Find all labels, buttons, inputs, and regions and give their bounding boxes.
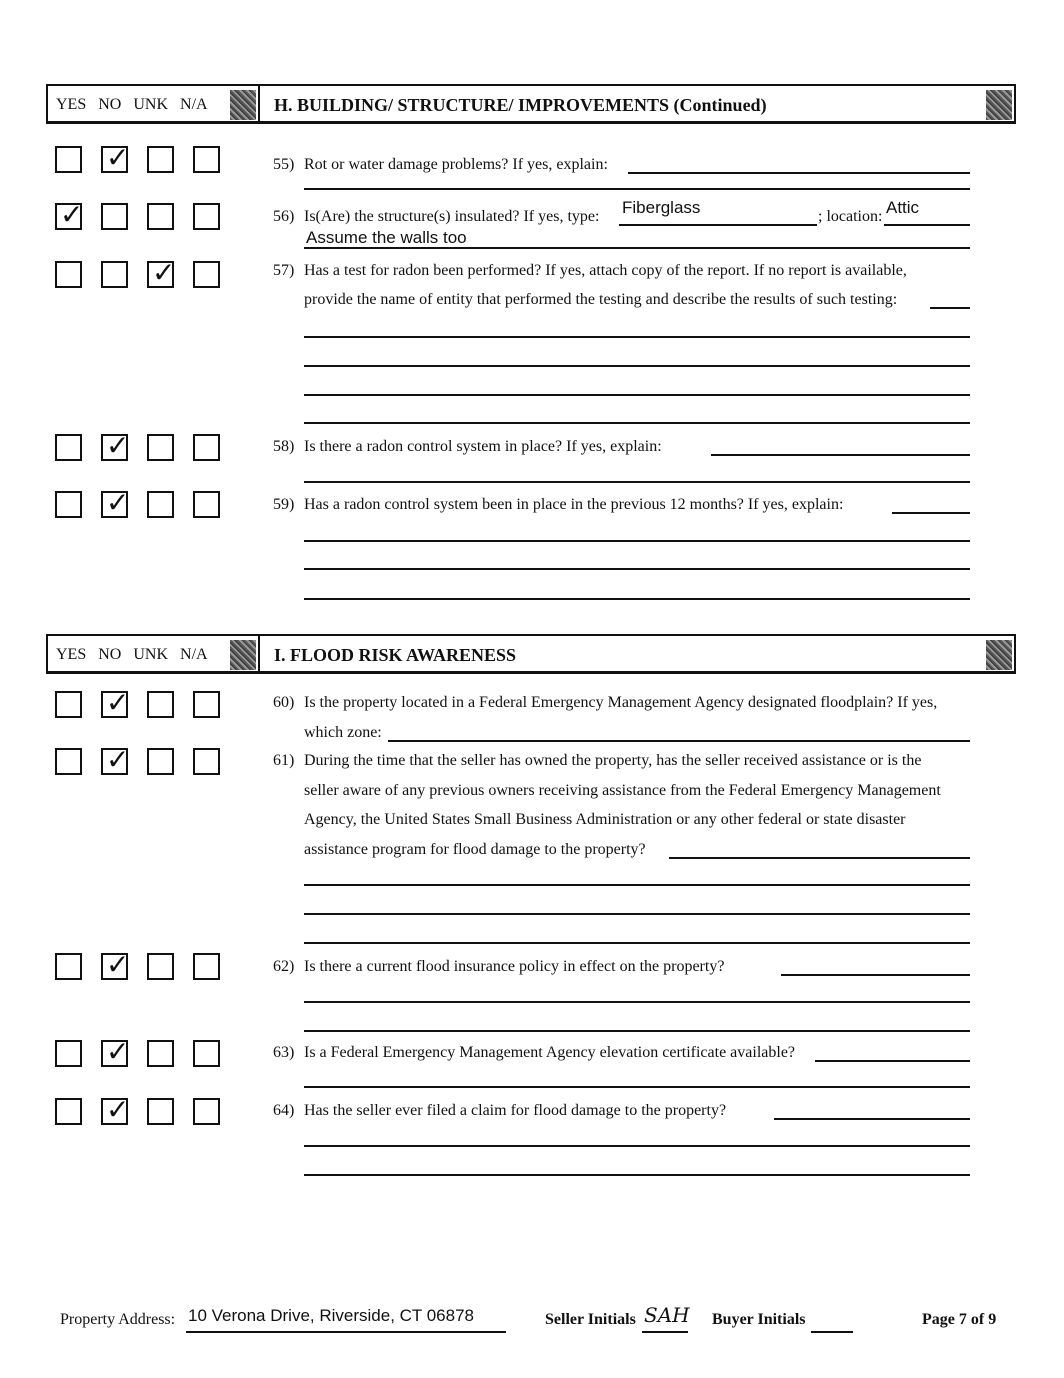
checkbox-na-q63[interactable] (193, 1040, 220, 1067)
answer-line[interactable] (781, 974, 970, 976)
col-unk: UNK (133, 646, 169, 663)
checkbox-unk-q59[interactable] (147, 491, 174, 518)
answer-line[interactable] (304, 336, 970, 338)
checkbox-unk-q57[interactable] (147, 256, 176, 289)
col-no: NO (98, 96, 122, 113)
checkbox-na-q57[interactable] (193, 261, 220, 288)
checkmark-icon: ✓ (152, 256, 176, 289)
answer-line[interactable] (815, 1060, 970, 1062)
location-label: ; location: (818, 208, 883, 225)
header-texture (230, 640, 256, 670)
checkbox-yes-q59[interactable] (55, 491, 82, 518)
answer-line[interactable] (304, 1174, 970, 1176)
question-text: Is the property located in a Federal Emergency Management Agency designated floodplain? If yes, (304, 694, 938, 711)
checkmark-icon: ✓ (106, 486, 130, 519)
insulation-note-value[interactable]: Assume the walls too (306, 228, 467, 247)
section-title: H. BUILDING/ STRUCTURE/ IMPROVEMENTS (Continued) (274, 95, 767, 115)
checkbox-unk-q62[interactable] (147, 953, 174, 980)
checkbox-na-q55[interactable] (193, 146, 220, 173)
insulation-location-value[interactable]: Attic (886, 198, 920, 217)
question-number: 59) (273, 496, 295, 513)
answer-column-headers (56, 96, 220, 114)
section-header-h (46, 84, 1016, 124)
answer-line[interactable] (304, 1086, 970, 1088)
question-number: 61) (273, 752, 295, 769)
answer-line[interactable] (628, 172, 970, 174)
answer-line[interactable] (930, 307, 970, 309)
checkmark-icon: ✓ (106, 686, 130, 719)
checkbox-no-q61[interactable] (101, 743, 130, 776)
seller-initials-label: Seller Initials (545, 1311, 636, 1328)
checkmark-icon: ✓ (106, 1093, 130, 1126)
section-header-i (46, 634, 1016, 674)
answer-line[interactable] (304, 481, 970, 483)
checkbox-na-q59[interactable] (193, 491, 220, 518)
col-yes: YES (56, 96, 87, 113)
checkmark-icon: ✓ (60, 198, 84, 231)
answer-line[interactable] (892, 512, 970, 514)
checkbox-yes-q56[interactable] (55, 198, 84, 231)
checkbox-unk-q55[interactable] (147, 146, 174, 173)
question-number: 60) (273, 694, 295, 711)
seller-initials-signature[interactable]: SAH (644, 1303, 690, 1327)
answer-line[interactable] (304, 422, 970, 424)
answer-line[interactable] (304, 540, 970, 542)
answer-line[interactable] (304, 394, 970, 396)
header-texture (986, 640, 1012, 670)
checkmark-icon: ✓ (106, 1035, 130, 1068)
address-line (186, 1331, 506, 1333)
answer-line[interactable] (304, 568, 970, 570)
question-number: 55) (273, 156, 295, 173)
checkbox-na-q61[interactable] (193, 748, 220, 775)
answer-line[interactable] (304, 1145, 970, 1147)
answer-column-headers (56, 646, 220, 664)
checkbox-no-q63[interactable] (101, 1035, 130, 1068)
question-number: 62) (273, 958, 295, 975)
col-unk: UNK (133, 96, 169, 113)
question-text: Is there a current flood insurance policy in effect on the property? (304, 958, 725, 975)
checkbox-unk-q63[interactable] (147, 1040, 174, 1067)
question-text: Is there a radon control system in place? If yes, explain: (304, 438, 662, 455)
question-number: 57) (273, 262, 295, 279)
question-text: seller aware of any previous owners receiving assistance from the Federal Emergency Management (304, 782, 941, 799)
checkbox-yes-q57[interactable] (55, 261, 82, 288)
question-text: Is(Are) the structure(s) insulated? If yes, type: (304, 208, 600, 225)
question-text: which zone: (304, 724, 382, 741)
checkbox-na-q56[interactable] (193, 203, 220, 230)
answer-line[interactable] (711, 454, 970, 456)
checkbox-yes-q62[interactable] (55, 953, 82, 980)
answer-line[interactable] (304, 365, 970, 367)
checkbox-yes-q61[interactable] (55, 748, 82, 775)
question-text: Has a test for radon been performed? If yes, attach copy of the report. If no report is available, (304, 262, 907, 279)
insulation-type-value[interactable]: Fiberglass (622, 198, 701, 217)
question-text: Has the seller ever filed a claim for flood damage to the property? (304, 1102, 727, 1119)
checkbox-no-q58[interactable] (101, 429, 130, 462)
answer-line[interactable] (304, 1030, 970, 1032)
answer-line[interactable] (304, 1001, 970, 1003)
checkbox-no-q64[interactable] (101, 1093, 130, 1126)
question-text: Rot or water damage problems? If yes, explain: (304, 156, 608, 173)
checkbox-yes-q60[interactable] (55, 691, 82, 718)
checkbox-unk-q58[interactable] (147, 434, 174, 461)
question-text: assistance program for flood damage to the property? (304, 841, 646, 858)
checkbox-unk-q56[interactable] (147, 203, 174, 230)
header-texture (986, 90, 1012, 120)
answer-line[interactable] (304, 188, 970, 190)
seller-initials-line (642, 1331, 688, 1333)
checkbox-unk-q61[interactable] (147, 748, 174, 775)
checkbox-yes-q63[interactable] (55, 1040, 82, 1067)
checkbox-no-q55[interactable] (101, 141, 130, 174)
address-label: Property Address: (60, 1311, 176, 1328)
question-text: During the time that the seller has owned the property, has the seller received assistance or is the (304, 752, 922, 769)
question-text: provide the name of entity that performed the testing and describe the results of such testing: (304, 291, 898, 308)
checkbox-no-q62[interactable] (101, 948, 130, 981)
header-divider (258, 86, 260, 121)
question-number: 58) (273, 438, 295, 455)
answer-line[interactable] (304, 942, 970, 944)
question-text: Has a radon control system been in place in the previous 12 months? If yes, explain: (304, 496, 844, 513)
answer-line[interactable] (619, 224, 817, 226)
answer-line[interactable] (884, 224, 970, 226)
buyer-initials-line[interactable] (811, 1331, 853, 1333)
checkmark-icon: ✓ (106, 429, 130, 462)
header-texture (230, 90, 256, 120)
checkbox-na-q60[interactable] (193, 691, 220, 718)
buyer-initials-label: Buyer Initials (712, 1311, 806, 1328)
answer-line[interactable] (304, 884, 970, 886)
checkbox-no-q60[interactable] (101, 686, 130, 719)
checkbox-no-q57[interactable] (101, 261, 128, 288)
checkmark-icon: ✓ (106, 743, 130, 776)
checkbox-yes-q64[interactable] (55, 1098, 82, 1125)
checkbox-na-q58[interactable] (193, 434, 220, 461)
answer-line[interactable] (304, 598, 970, 600)
question-number: 64) (273, 1102, 295, 1119)
address-value[interactable]: 10 Verona Drive, Riverside, CT 06878 (188, 1306, 475, 1325)
checkmark-icon: ✓ (106, 141, 130, 174)
checkbox-yes-q58[interactable] (55, 434, 82, 461)
checkbox-unk-q64[interactable] (147, 1098, 174, 1125)
answer-line[interactable] (388, 740, 970, 742)
checkbox-yes-q55[interactable] (55, 146, 82, 173)
answer-line[interactable] (304, 913, 970, 915)
question-number: 56) (273, 208, 295, 225)
checkbox-no-q56[interactable] (101, 203, 128, 230)
footer-address (60, 1311, 175, 1329)
question-text: Agency, the United States Small Business Administration or any other federal or state disaster (304, 811, 906, 828)
col-yes: YES (56, 646, 87, 663)
col-na: N/A (180, 646, 208, 663)
checkbox-na-q62[interactable] (193, 953, 220, 980)
col-na: N/A (180, 96, 208, 113)
question-text: Is a Federal Emergency Management Agency elevation certificate available? (304, 1044, 796, 1061)
checkbox-no-q59[interactable] (101, 486, 130, 519)
checkmark-icon: ✓ (106, 948, 130, 981)
answer-line[interactable] (669, 857, 970, 859)
header-divider (258, 636, 260, 671)
col-no: NO (98, 646, 122, 663)
checkbox-unk-q60[interactable] (147, 691, 174, 718)
section-title: I. FLOOD RISK AWARENESS (274, 645, 517, 665)
checkbox-na-q64[interactable] (193, 1098, 220, 1125)
question-number: 63) (273, 1044, 295, 1061)
answer-line[interactable] (774, 1118, 970, 1120)
page-number: Page 7 of 9 (922, 1311, 997, 1328)
